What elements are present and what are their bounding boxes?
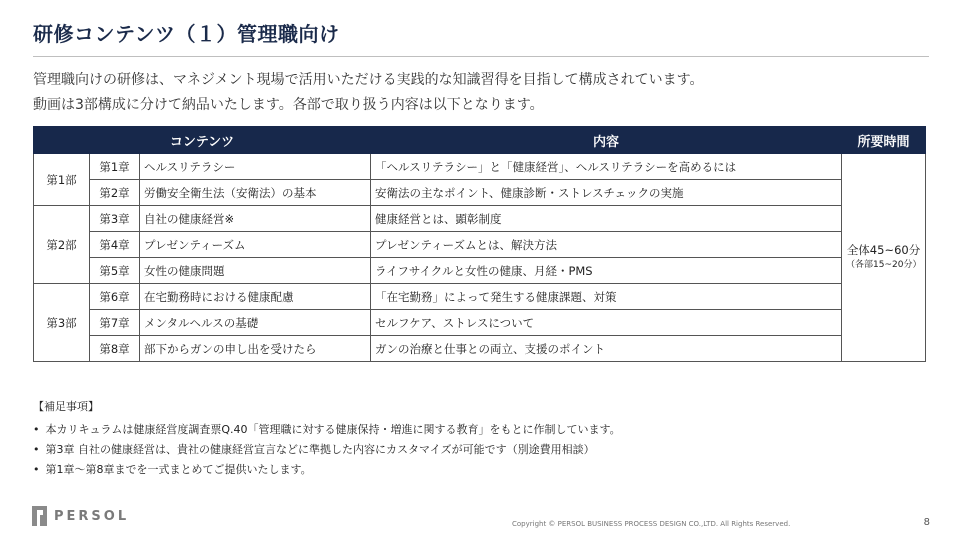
intro-line-2: 動画は3部構成に分けて納品いたします。各部で取り扱う内容は以下となります。 [33,97,544,113]
persol-logo [32,506,129,526]
chapter-description: 健康経営とは、顕彰制度 [371,206,842,232]
notes-list [33,420,933,480]
note-item: • 本カリキュラムは健康経営度調査票Q.40「管理職に対する健康保持・増進に関する教育」をもとに作制しています。 [33,420,933,440]
title-divider [33,56,929,57]
table-row [34,310,926,336]
table-header-row [34,127,926,154]
part-label: 第1部 [34,154,90,206]
chapter-title: ヘルスリテラシー [140,154,371,180]
page-number: 8 [923,517,930,528]
note-item: • 第3章 自社の健康経営は、貴社の健康経営宣言などに準拠した内容にカスタマイズが可能です（別途費用相談） [33,440,933,460]
page-title: 研修コンテンツ（１）管理職向け [33,22,340,46]
chapter-number: 第3章 [90,206,140,232]
duration-per-part: （各部15~20分） [846,259,922,270]
table-row [34,206,926,232]
chapter-title: 在宅勤務時における健康配慮 [140,284,371,310]
chapter-number: 第8章 [90,336,140,362]
table-row [34,336,926,362]
chapter-title: 労働安全衛生法（安衛法）の基本 [140,180,371,206]
part-label: 第3部 [34,284,90,362]
supplementary-notes [33,398,933,480]
duration-total: 全体45~60分 [846,242,921,257]
curriculum-table [33,126,926,362]
table-row [34,180,926,206]
chapter-number: 第2章 [90,180,140,206]
chapter-description: 安衛法の主なポイント、健康診断・ストレスチェックの実施 [371,180,842,206]
header-description: 内容 [371,127,842,154]
intro-text [33,68,933,118]
intro-line-1: 管理職向けの研修は、マネジメント現場で活用いただける実践的な知識習得を目指して構成されています。 [33,72,704,88]
copyright-text: Copyright © PERSOL BUSINESS PROCESS DESIGN CO.,LTD. All Rights Reserved. [512,520,791,528]
chapter-number: 第7章 [90,310,140,336]
chapter-description: 「在宅勤務」によって発生する健康課題、対策 [371,284,842,310]
note-item: • 第1章～第8章までを一式まとめてご提供いたします。 [33,460,933,480]
chapter-number: 第1章 [90,154,140,180]
chapter-description: プレゼンティーズムとは、解決方法 [371,232,842,258]
chapter-number: 第6章 [90,284,140,310]
chapter-title: プレゼンティーズム [140,232,371,258]
chapter-description: 「ヘルスリテラシー」と「健康経営」、ヘルスリテラシーを高めるには [371,154,842,180]
chapter-title: 自社の健康経営※ [140,206,371,232]
table-row [34,284,926,310]
chapter-number: 第5章 [90,258,140,284]
chapter-description: ライフサイクルと女性の健康、月経・PMS [371,258,842,284]
notes-title: 【補足事項】 [33,400,99,413]
persol-logo-icon [32,506,47,526]
table-row [34,258,926,284]
chapter-title: メンタルヘルスの基礎 [140,310,371,336]
table-row [34,154,926,180]
chapter-title: 部下からガンの申し出を受けたら [140,336,371,362]
logo-text: PERSOL [54,508,130,524]
duration-cell [842,154,926,362]
header-duration: 所要時間 [842,127,926,154]
chapter-title: 女性の健康問題 [140,258,371,284]
part-label: 第2部 [34,206,90,284]
table-row [34,232,926,258]
chapter-description: ガンの治療と仕事との両立、支援のポイント [371,336,842,362]
chapter-number: 第4章 [90,232,140,258]
chapter-description: セルフケア、ストレスについて [371,310,842,336]
header-contents: コンテンツ [34,127,371,154]
